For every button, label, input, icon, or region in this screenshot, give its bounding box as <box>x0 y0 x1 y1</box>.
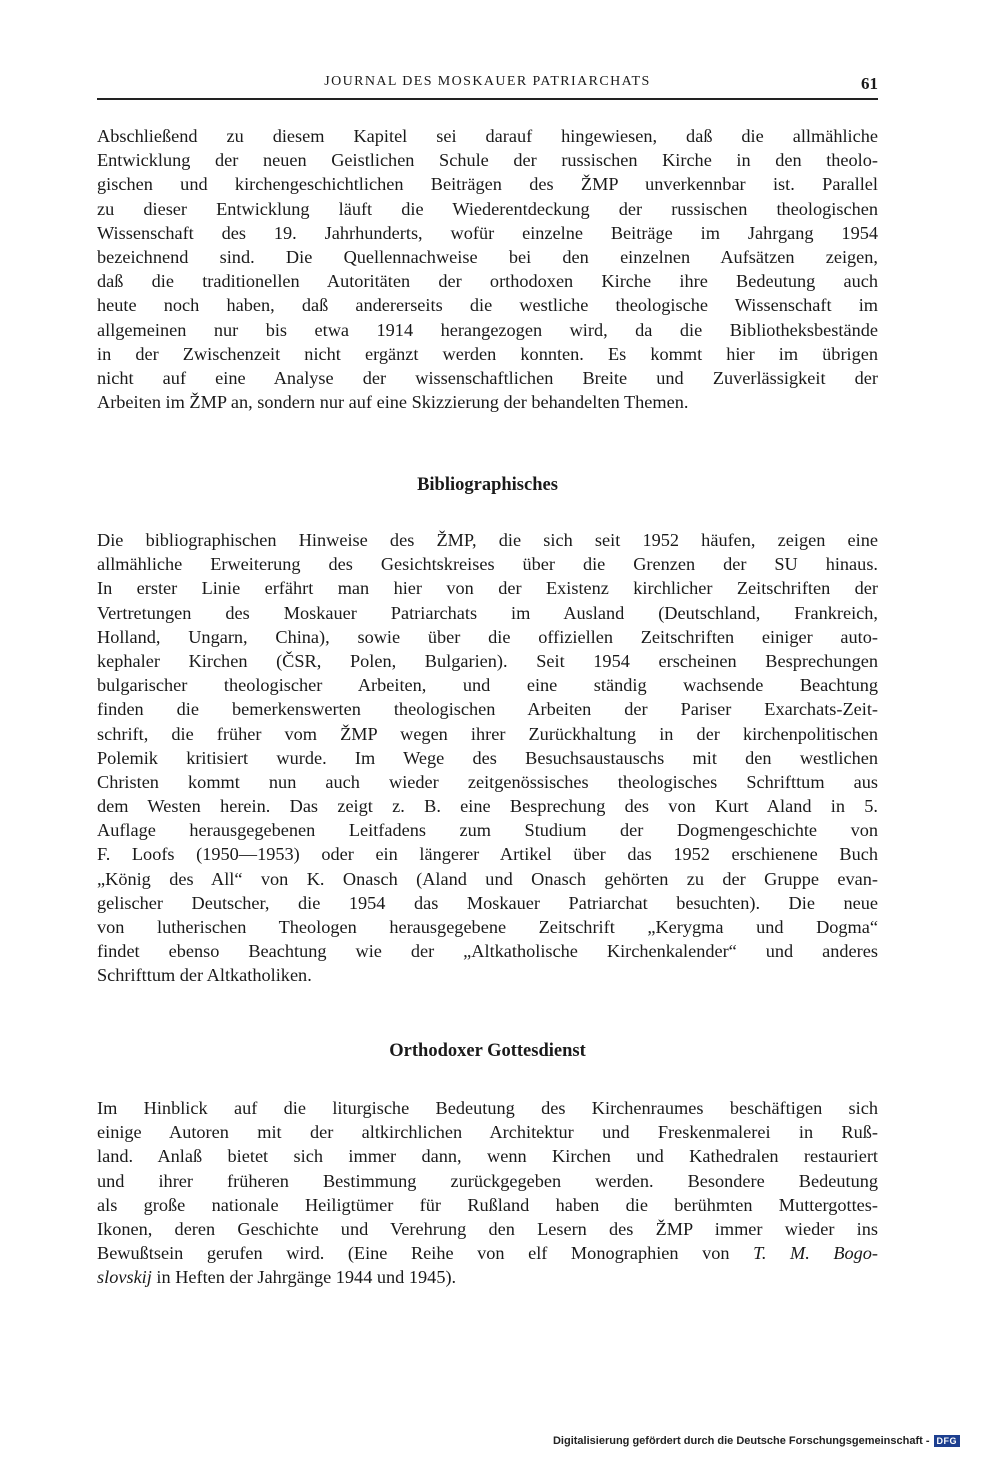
text-line: finden die bemerkenswerten theologischen Arbeiten der Pariser Exarchats-Zeit- <box>97 699 878 720</box>
paragraph-gottesdienst <box>97 1096 878 1290</box>
text-line: Ikonen, deren Geschichte und Verehrung den Lesern des ŽMP immer wieder ins <box>97 1218 878 1239</box>
section-heading-bibliographisches: Bibliographisches <box>417 475 558 495</box>
text-line <box>97 1241 878 1265</box>
text-line: Wissenschaft des 19. Jahrhunderts, wofür einzelne Beiträge im Jahrgang 1954 <box>97 222 878 243</box>
text-line: von lutherischen Theologen herausgegebene Zeitschrift „Kerygma und Dogma“ <box>97 917 878 937</box>
text-line: „König des All“ von K. Onasch (Aland und Onasch gehörten zu der Gruppe evan- <box>97 868 878 889</box>
text-line: F. Loofs (1950—1953) oder ein längerer Artikel über das 1952 erschienene Buch <box>97 844 878 865</box>
author-name: slovskij <box>97 1267 152 1288</box>
text-line: gischen und kirchengeschichtlichen Beiträgen des ŽMP unverkennbar ist. Parallel <box>97 174 878 195</box>
page-number: 61 <box>861 74 878 93</box>
text-line: findet ebenso Beachtung wie der „Altkatholische Kirchenkalender“ und anderes <box>97 941 878 962</box>
text-line: Vertretungen des Moskauer Patriarchats im Ausland (Deutschland, Frankreich, <box>97 602 878 623</box>
section-heading-orthodoxer-gottesdienst: Orthodoxer Gottesdienst <box>389 1041 586 1061</box>
paragraph-bibliographisches <box>97 528 878 988</box>
text-line: kephaler Kirchen (ČSR, Polen, Bulgarien). Seit 1954 erscheinen Besprechungen <box>97 650 878 671</box>
text-line: Polemik kritisiert wurde. Im Wege des Besuchsaustauschs mit den westlichen <box>97 747 878 768</box>
author-name: T. M. Bogo- <box>753 1243 878 1264</box>
text-line: In erster Linie erfährt man hier von der Existenz kirchlicher Zeitschriften der <box>97 578 878 599</box>
text-line: heute noch haben, daß andererseits die westliche theologische Wissenschaft im <box>97 295 878 316</box>
text-line: Abschließend zu diesem Kapitel sei darauf hingewiesen, daß die allmähliche <box>97 126 878 146</box>
running-title: JOURNAL DES MOSKAUER PATRIARCHATS <box>324 74 651 89</box>
text-line: zu dieser Entwicklung läuft die Wiederentdeckung der russischen theologischen <box>97 198 878 219</box>
footer-text: Digitalisierung gefördert durch die Deutsche Forschungsgemeinschaft - <box>552 1435 930 1447</box>
text-line: dem Westen herein. Das zeigt z. B. eine Besprechung des von Kurt Aland in 5. <box>97 796 878 817</box>
text-line: als große nationale Heiligtümer für Rußland haben die berühmten Muttergottes- <box>97 1194 878 1215</box>
dfg-logo: DFG <box>934 1435 961 1447</box>
text-line: in der Zwischenzeit nicht ergänzt werden konnten. Es kommt hier im übrigen <box>97 343 878 364</box>
text-line: allmähliche Erweiterung des Gesichtskreises über die Grenzen der SU hinaus. <box>97 554 878 575</box>
text-line: gelischer Deutscher, die 1954 das Moskauer Patriarchat besuchten). Die neue <box>97 892 878 913</box>
text-line: und ihrer früheren Bestimmung zurückgegeben werden. Besondere Bedeutung <box>97 1170 878 1191</box>
text-line: bezeichnend sind. Die Quellennachweise bei den einzelnen Aufsätzen zeigen, <box>97 246 878 267</box>
text-line: Im Hinblick auf die liturgische Bedeutung des Kirchenraumes beschäftigen sich <box>97 1098 878 1118</box>
page-header <box>97 72 878 100</box>
text-line: Die bibliographischen Hinweise des ŽMP, die sich seit 1952 häufen, zeigen eine <box>97 530 878 550</box>
text-line: Arbeiten im ŽMP an, sondern nur auf eine Skizzierung der behandelten Themen. <box>97 392 689 413</box>
text-fragment: in Heften der Jahrgänge 1944 und 1945). <box>151 1267 457 1288</box>
text-line: allgemeinen nur bis etwa 1914 herangezogen wird, da die Bibliotheksbestände <box>97 319 878 340</box>
text-line <box>97 1265 878 1289</box>
text-line: Entwicklung der neuen Geistlichen Schule der russischen Kirche in den theolo- <box>97 150 878 171</box>
text-line: bulgarischer theologischer Arbeiten, und eine ständig wachsende Beachtung <box>97 675 878 696</box>
text-line: land. Anlaß bietet sich immer dann, wenn Kirchen und Kathedralen restauriert <box>97 1146 878 1167</box>
digitization-footer <box>553 1435 960 1447</box>
text-line: schrift, die früher vom ŽMP wegen ihrer Zurückhaltung in der kirchenpolitischen <box>97 723 878 744</box>
text-line: Schrifttum der Altkatholiken. <box>97 965 312 986</box>
text-line: einige Autoren mit der altkirchlichen Architektur und Freskenmalerei in Ruß- <box>97 1122 878 1143</box>
text-line: daß die traditionellen Autoritäten der orthodoxen Kirche ihre Bedeutung auch <box>97 271 878 292</box>
text-line: Auflage herausgegebenen Leitfadens zum Studium der Dogmengeschichte von <box>97 820 878 841</box>
text-line: Holland, Ungarn, China), sowie über die offiziellen Zeitschriften einiger auto- <box>97 626 878 647</box>
paragraph-conclusion <box>97 124 878 414</box>
text-line: nicht auf eine Analyse der wissenschaftlichen Breite und Zuverlässigkeit der <box>97 367 878 388</box>
text-fragment: Bewußtsein gerufen wird. (Eine Reihe von elf Monographien von <box>97 1243 754 1264</box>
text-line: Christen kommt nun auch wieder zeitgenössisches theologisches Schrifttum aus <box>97 771 878 792</box>
